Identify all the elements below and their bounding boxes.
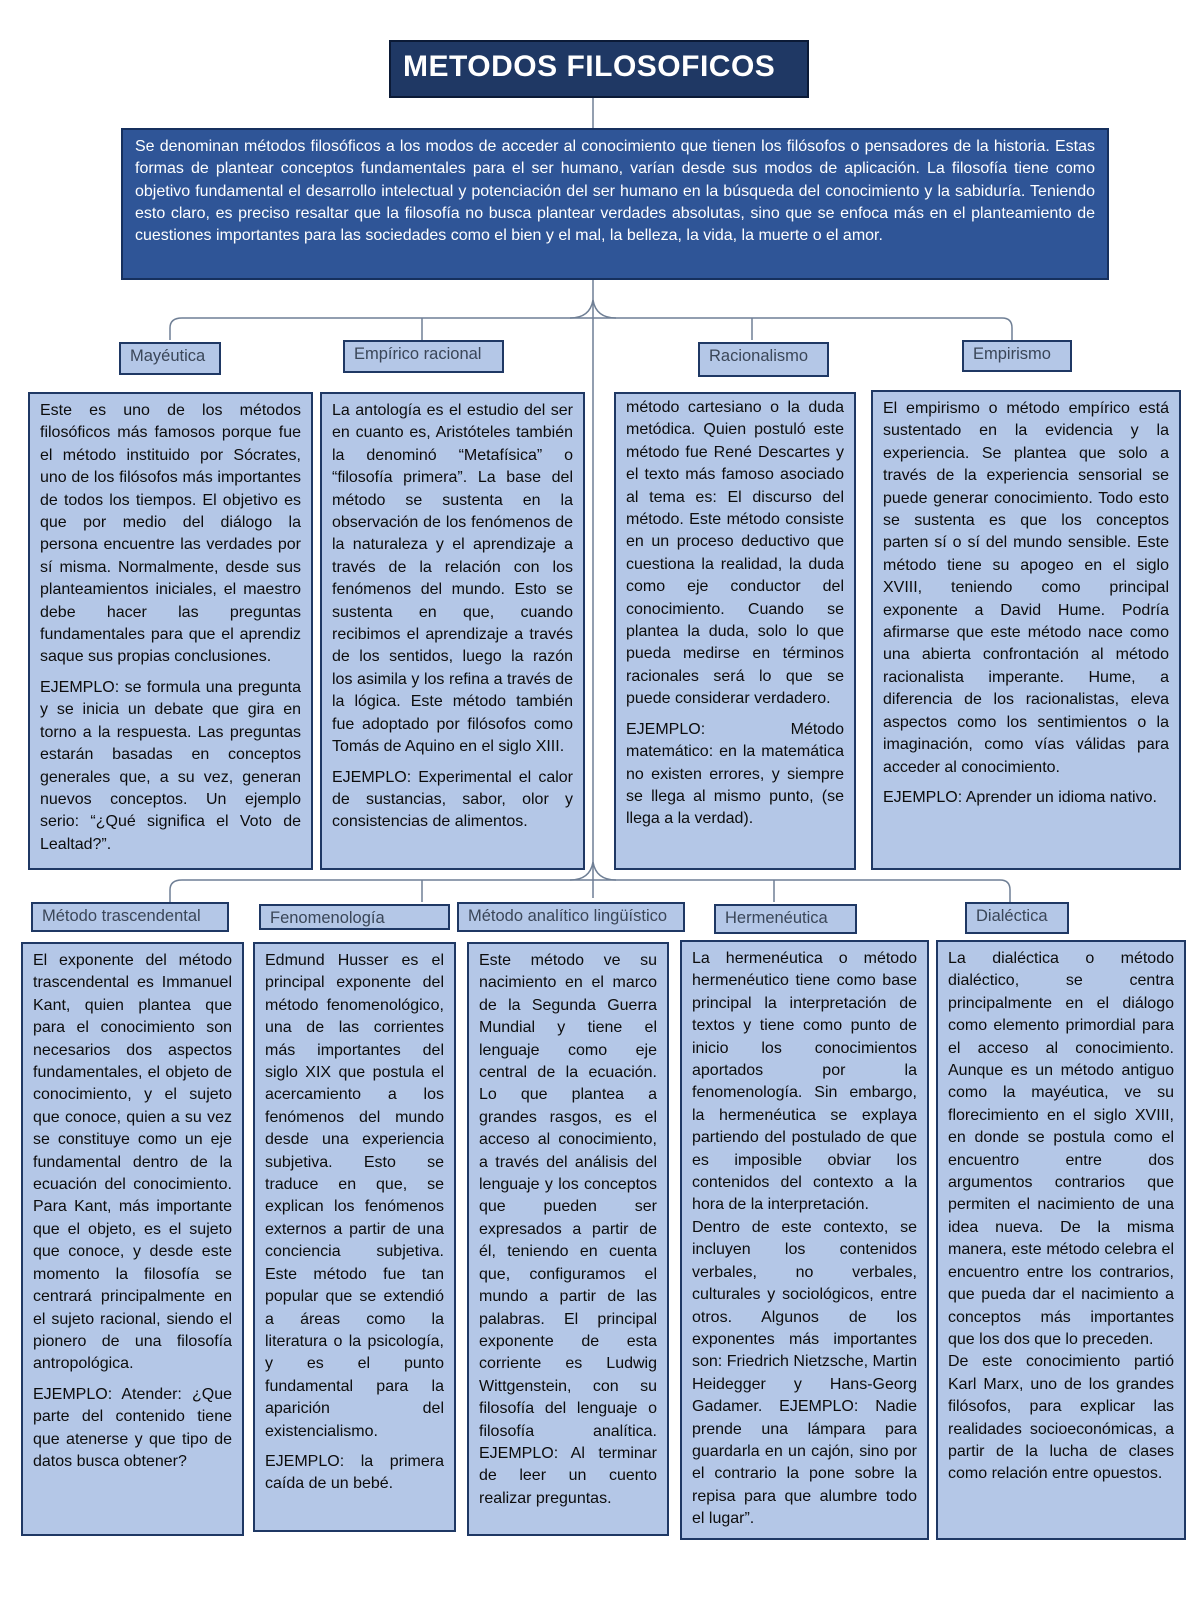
label-metodo-trascendental: Método trascendental [31,902,229,932]
fenomenologia-example: EJEMPLO: la primera caída de un bebé. [265,1452,444,1493]
analitico-text: Este método ve su nacimiento en el marco de la Segunda Guerra Mundial y tiene el lenguaje como eje central de la ecuación. Lo que plantea a grandes rasgos, es el acceso al conocimiento, a través del análisis del lenguaje y los conceptos que pueden ser expresados a partir de él, teniendo en cuenta que, configuramos el mundo a partir de las palabras. El principal exponente de esta corriente es Ludwig Wittgenstein, con su filosofía del lenguaje o filosofía analítica. EJEMPLO: Al terminar de leer un cuento realizar preguntas. [479,952,657,1507]
box-metodo-analitico-linguistico [467,942,669,1536]
box-empirismo [871,390,1181,870]
trascendental-example: EJEMPLO: Atender: ¿Que parte del contenido tiene que atenerse y que tipo de datos busca obtener? [33,1385,232,1470]
label-fenomenologia: Fenomenología [259,904,450,930]
racionalismo-example: EJEMPLO: Método matemático: en la matemática no existen errores, y siempre se llega al mismo punto, (se llega a la verdad). [626,720,844,828]
label-metodo-analitico-linguistico: Método analítico lingüístico [457,902,685,932]
box-empirico-racional [320,392,585,870]
dialectica-text: La dialéctica o método dialéctico, se centra principalmente en el diálogo como elemento primordial para el acceso al conocimiento. Aunque es un método antiguo como la mayéutica, ve su florecimiento en el siglo XVIII, en donde se postula como el encuentro entre dos argumentos contrarios que permiten el nacimiento de una idea nueva. De la misma manera, este método celebra el encuentro entre los contrarios, que pueda dar el nacimiento a conceptos más importantes que los dos que lo preceden. [948,950,1174,1348]
label-racionalismo: Racionalismo [698,342,829,377]
box-metodo-trascendental [21,942,244,1536]
label-empirico-racional: Empírico racional [343,340,504,373]
mayeutica-text: Este es uno de los métodos filosóficos más famosos porque fue el método instituido por Sócrates, uno de los filósofos más importantes de todos los tiempos. El objetivo es que por medio del diálogo la persona encuentre las verdades por sí misma. Normalmente, desde sus planteamientos iniciales, el maestro debe hacer las preguntas fundamentales para que el aprendiz saque sus propias conclusiones. [40,402,301,666]
label-empirismo: Empirismo [962,340,1072,372]
box-fenomenologia [253,942,456,1532]
intro-box: Se denominan métodos filosóficos a los modos de acceder al conocimiento que tienen los filósofos o pensadores de la historia. Estas formas de plantear conceptos fundamentales para el ser humano, varían desde sus modos de aplicación. La filosofía tiene como objetivo fundamental el desarrollo intelectual y potenciación del ser humano en la búsqueda del conocimiento y la sabiduría. Teniendo esto claro, es preciso resaltar que la filosofía no busca plantear verdades absolutas, sino que se enfoca más en el planteamiento de cuestiones importantes para las sociedades como el bien y el mal, la belleza, la vida, la muerte o el amor. [121,128,1109,280]
label-mayeutica: Mayéutica [119,342,221,375]
racionalismo-text: método cartesiano o la duda metódica. Quien postuló este método fue René Descartes y el texto más famoso asociado al tema es: El discurso del método. Este método consiste en un proceso deductivo que cuestiona la realidad, la duda como eje conductor del conocimiento. Cuando se plantea la duda, solo lo que pueda medirse en términos racionales será lo que se puede considerar verdadero. [626,399,844,708]
box-mayeutica [28,392,313,870]
box-racionalismo [614,392,856,870]
label-hermeneutica: Hermenéutica [714,904,857,934]
hermeneutica-text-2: Dentro de este contexto, se incluyen los contenidos verbales, no verbales, culturales y sociológicos, entre otros. Algunos de los exponentes más importantes son: Friedrich Nietzsche, Martin Heidegger y Hans-Georg Gadamer. EJEMPLO: Nadie prende una lámpara para guardarla en un cajón, sino por el contrario la pone sobre la repisa para que alumbre todo el lugar”. [692,1218,917,1528]
mayeutica-example: EJEMPLO: se formula una pregunta y se inicia un debate que gira en torno a la respuesta. Las preguntas estarán basadas en conceptos generales que, a su vez, generan nuevos conceptos. Un ejemplo serio: “¿Qué significa el Voto de Lealtad?”. [40,678,301,853]
box-hermeneutica [680,940,929,1540]
fenomenologia-text: Edmund Husser es el principal exponente del método fenomenológico, una de las corrientes más importantes del siglo XIX que postula el acercamiento a los fenómenos del mundo desde una experiencia subjetiva. Esto se traduce en que, se explican los fenómenos externos a partir de una conciencia subjetiva. Este método fue tan popular que se extendió a áreas como la literatura o la psicología, y es el punto fundamental para la aparición del existencialismo. [265,952,444,1440]
empirismo-text: El empirismo o método empírico está sustentado en la evidencia y la experiencia. Se plantea que solo a través de la experiencia sensorial se puede generar conocimiento. Todo esto se sustenta es que los conceptos parten sí o sí del mundo sensible. Este método tiene su apogeo en el siglo XVIII, teniendo como principal exponente a David Hume. Podría afirmarse que este método nace como una abierta confrontación al método racionalista imperante. Hume, a diferencia de los racionalistas, eleva aspectos como los sentimientos o la imaginación, como vías válidas para acceder al conocimiento. [883,400,1169,776]
empirismo-example: EJEMPLO: Aprender un idioma nativo. [883,788,1157,806]
empirico-racional-example: EJEMPLO: Experimental el calor de sustancias, sabor, olor y consistencias de alimentos. [332,768,573,831]
hermeneutica-text: La hermenéutica o método hermenéutico tiene como base principal la interpretación de textos y tiene como punto de inicio los conocimientos aportados por la fenomenología. Sin embargo, la hermenéutica se explaya partiendo del postulado de que es imposible obviar los contenidos del contexto a la hora de la interpretación. [692,950,917,1214]
trascendental-text: El exponente del método trascendental es Immanuel Kant, quien plantea que para el conocimiento son necesarios dos aspectos fundamentales, el objeto de conocimiento, y el sujeto que conoce, quien a su vez se constituye como un eje fundamental dentro de la ecuación del conocimiento. Para Kant, más importante que el objeto, es el sujeto que conoce, y desde este momento la filosofía se centrará principalmente en el sujeto racional, siendo el pionero de una filosofía antropológica. [33,952,232,1373]
label-dialectica: Dialéctica [965,902,1069,934]
empirico-racional-text: La antología es el estudio del ser en cuanto es, Aristóteles también la denominó “Metafísica” o “filosofía primera”. La base del método se sustenta en la observación de los fenómenos de la naturaleza y el aprendizaje a través de la relación con los fenómenos del mundo. Esto se sustenta en que, cuando recibimos el aprendizaje a través de los sentidos, luego la razón los asimila y los refina a través de la lógica. Este método también fue adoptado por filósofos como Tomás de Aquino en el siglo XIII. [332,402,573,756]
dialectica-text-2: De este conocimiento partió Karl Marx, uno de los grandes filósofos, para explicar las realidades socioeconómicas, a partir de la lucha de clases como relación entre opuestos. [948,1353,1174,1483]
diagram-title: METODOS FILOSOFICOS [389,40,809,98]
box-dialectica [936,940,1186,1540]
